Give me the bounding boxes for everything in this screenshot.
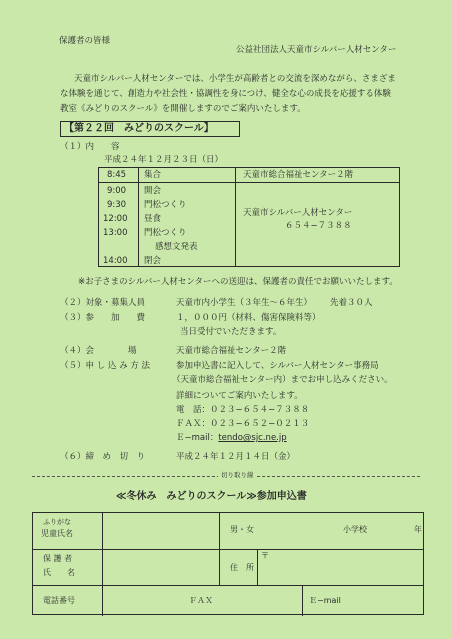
venue-label: （４）会 場	[60, 346, 137, 356]
section-content-label: （１）内 容	[60, 142, 120, 152]
intro-paragraph	[60, 72, 430, 117]
schedule-item: 門松つくり	[144, 200, 187, 210]
schedule-time: 8:45	[107, 170, 127, 180]
schedule-item: 昼食	[144, 214, 162, 224]
furigana-label: ふりがな	[43, 518, 71, 526]
form-title: ≪冬休み みどりのスクール≫参加申込書	[116, 491, 307, 502]
apply-text: 詳細についてご案内いたします。	[176, 391, 303, 401]
gender-select[interactable]: 男・女	[230, 525, 254, 534]
target-capacity: 先着３０人	[330, 298, 373, 308]
grade-label: 年	[414, 525, 422, 534]
address-label: 住 所	[230, 563, 254, 572]
schedule-time: 14:00	[103, 256, 128, 266]
child-name-label: 児童氏名	[41, 529, 73, 538]
postal-mark: 〒	[261, 551, 269, 560]
fee-label: （３）参 加 費	[60, 313, 146, 323]
phone-label: 電話番号	[43, 596, 75, 605]
contact-tel: 電 話：０２３−６５４−７３８８	[176, 405, 310, 415]
phone-field[interactable]	[103, 586, 183, 615]
school-label: 小学校	[343, 525, 367, 534]
event-title: 【第２２回 みどりのスクール】	[60, 121, 240, 137]
venue-name: 天童市シルバー人材センター	[243, 208, 353, 218]
schedule-item: 門松つくり	[144, 228, 187, 238]
email-field-label: Ｅ−mail	[309, 596, 341, 605]
fax-label: ＦＡＸ	[189, 596, 213, 605]
event-date: 平成２４年１２月２３日（日）	[104, 155, 224, 165]
guardian-name-label: 氏 名	[43, 568, 75, 577]
schedule-item: 集合	[144, 170, 162, 180]
schedule-time: 9:00	[107, 186, 127, 196]
apply-text: 参加申込書に記入して、シルバー人材センター事務局	[176, 361, 379, 371]
cut-line-label: 切り取り線	[218, 471, 257, 479]
intro-line: な体験を通じて、創造力や社会性・協調性を身につけ、健全な心の成長を応援する体験	[60, 89, 391, 99]
intro-line: 教室《みどりのスクール》を開催しますのでご案内いたします。	[60, 104, 306, 114]
target-value: 天童市内小学生（３年生～６年生）	[176, 298, 313, 308]
deadline-label: （６）締 め 切 り	[60, 452, 146, 462]
guardian-name-field[interactable]	[103, 550, 218, 584]
target-label: （２）対象・募集人員	[60, 298, 146, 308]
schedule-time: 12:00	[103, 214, 128, 224]
schedule-item: 感想文発表	[155, 242, 198, 252]
contact-email	[176, 433, 287, 444]
greeting: 保護者の皆様	[59, 36, 111, 46]
organization-name: 公益社団法人天童市シルバー人材センター	[236, 45, 397, 55]
schedule-item: 閉会	[144, 256, 162, 266]
meeting-place: 天童市総合福祉センター２階	[243, 170, 354, 180]
child-name-field[interactable]	[103, 514, 218, 548]
intro-line: 天童市シルバー人材センターでは、小学生が高齢者との交流を深めながら、さまざま	[74, 74, 396, 84]
transport-notice: ※お子さまのシルバー人材センターへの送迎は、保護者の責任でお願いいたします。	[78, 277, 398, 287]
contact-fax: ＦＡＸ：０２３−６５２−０２１３	[176, 419, 310, 429]
schedule-item: 開会	[144, 186, 162, 196]
guardian-label: 保 護 者	[43, 554, 73, 563]
fee-note: 当日受付でいただきます。	[180, 327, 282, 337]
apply-label: （５）申 し 込 み 方 法	[60, 361, 151, 371]
schedule-table	[98, 167, 400, 267]
application-form	[32, 512, 424, 615]
venue-value: 天童市総合福祉センター２階	[176, 346, 287, 356]
email-label: Ｅ−mail：	[176, 433, 219, 443]
address-field[interactable]	[273, 550, 423, 584]
apply-text: （天童市総合福祉センター内）までお申し込みください。	[172, 375, 393, 385]
fax-field[interactable]	[213, 586, 301, 615]
email-link[interactable]: tendo@sjc.ne.jp	[218, 433, 287, 443]
deadline-value: 平成２４年１２月１４日（金）	[176, 452, 296, 462]
schedule-time: 9:30	[107, 200, 127, 210]
school-field[interactable]	[259, 514, 339, 548]
email-field[interactable]	[343, 586, 423, 615]
fee-value: １，０００円（材料、傷害保険料等）	[176, 313, 321, 323]
venue-phone: ６５４−７３８８	[285, 221, 352, 231]
schedule-time: 13:00	[103, 228, 128, 238]
